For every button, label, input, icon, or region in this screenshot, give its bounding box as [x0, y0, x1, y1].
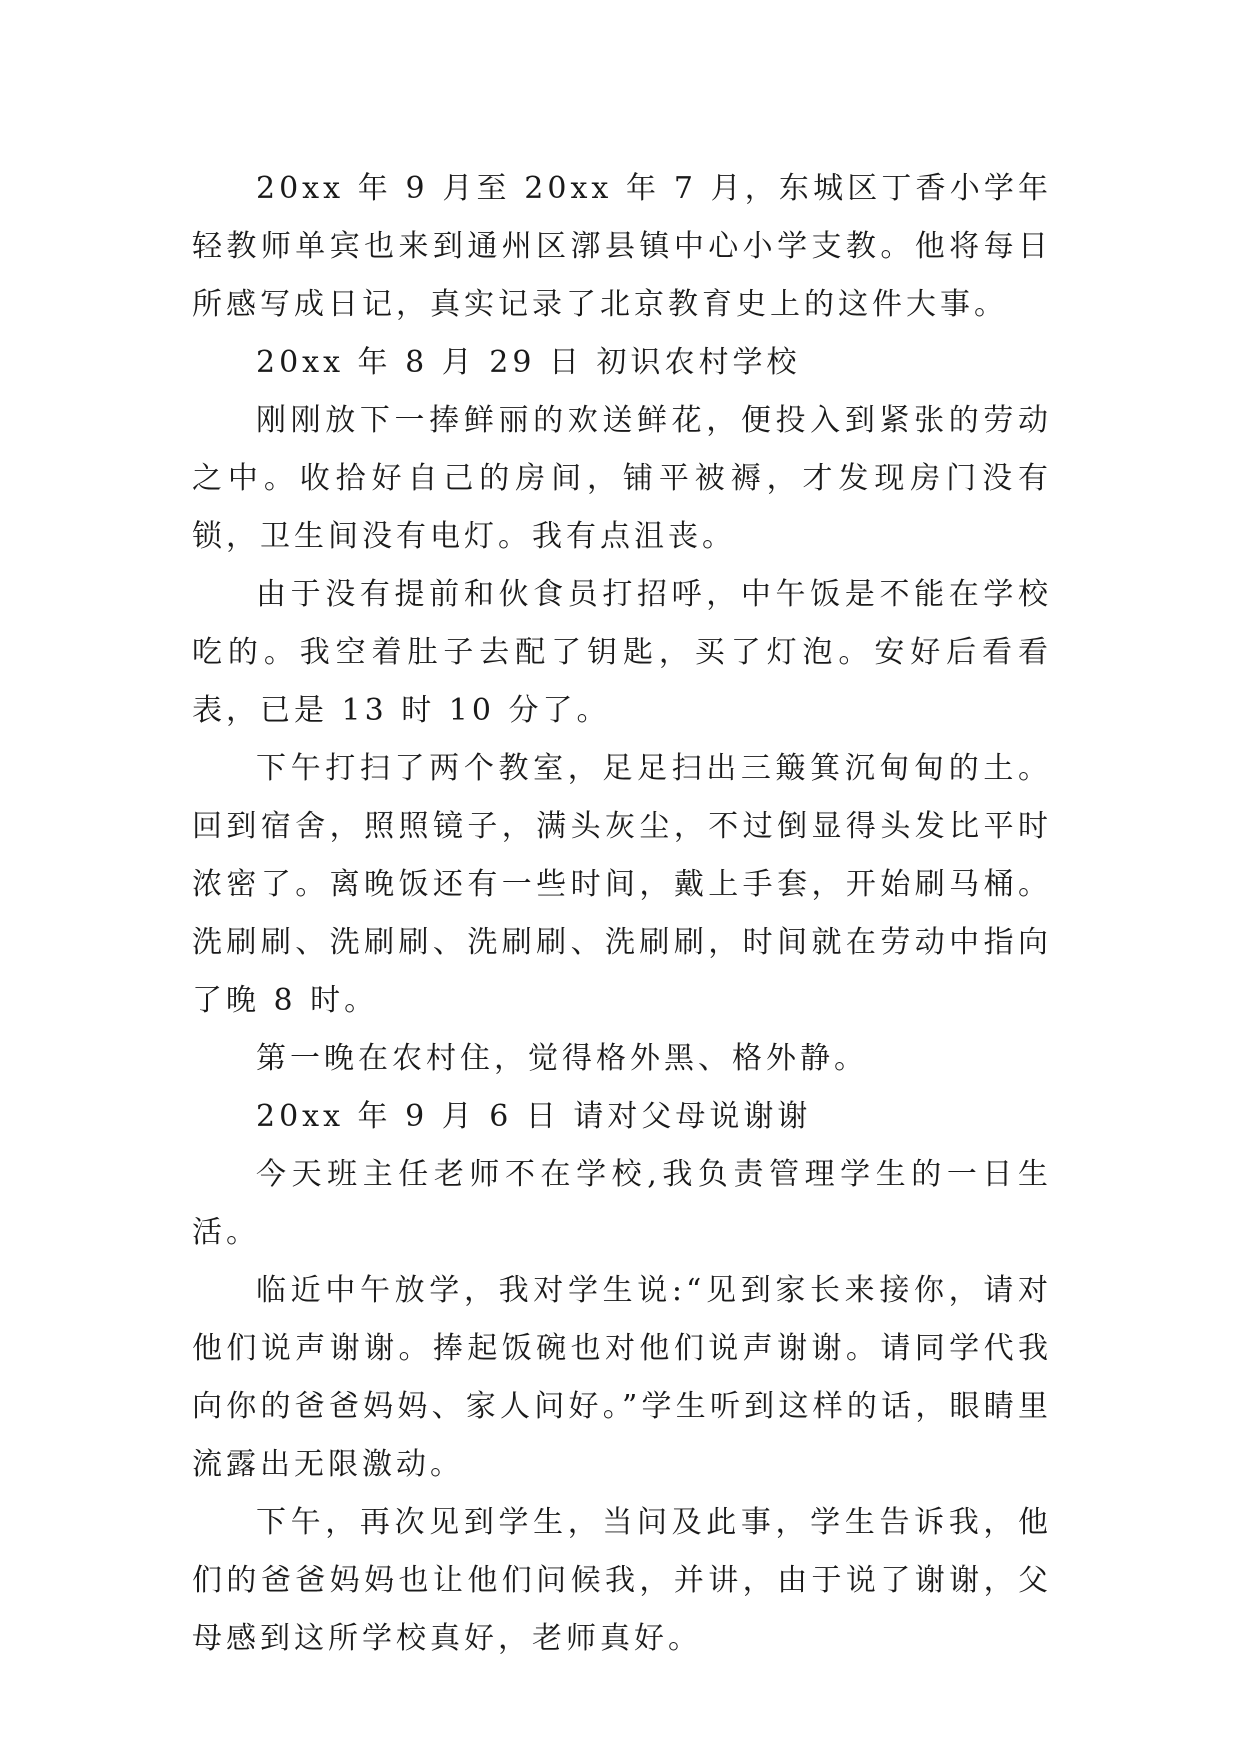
paragraph: 今天班主任老师不在学校,我负责管理学生的一日生活。 [192, 1157, 1052, 1250]
paragraph: 下午打扫了两个教室，足足扫出三簸箕沉甸甸的土。回到宿舍，照照镜子，满头灰尘，不过倒显得头发比平时浓密了。离晚饭还有一些时间，戴上手套，开始刷马桶。洗刷刷、洗刷刷、洗刷刷、洗刷刷，时间就在劳动中指向了晚 8 时。 [192, 751, 1052, 1018]
diary-heading-sep-6: 20xx 年 9 月 6 日 请对父母说谢谢 [256, 1099, 812, 1134]
paragraph: 临近中午放学，我对学生说:“见到家长来接你，请对他们说声谢谢。捧起饭碗也对他们说声谢谢。请同学代我向你的爸爸妈妈、家人问好。”学生听到这样的话，眼睛里流露出无限激动。 [192, 1273, 1052, 1482]
diary-heading-aug-29: 20xx 年 8 月 29 日 初识农村学校 [256, 345, 801, 380]
paragraph-intro: 20xx 年 9 月至 20xx 年 7 月，东城区丁香小学年轻教师单宾也来到通州区漷县镇中心小学支教。他将每日所感写成日记，真实记录了北京教育史上的这件大事。 [192, 171, 1052, 322]
paragraph: 刚刚放下一捧鲜丽的欢送鲜花，便投入到紧张的劳动之中。收拾好自己的房间，铺平被褥，才发现房门没有锁，卫生间没有电灯。我有点沮丧。 [192, 403, 1052, 554]
paragraph: 由于没有提前和伙食员打招呼，中午饭是不能在学校吃的。我空着肚子去配了钥匙，买了灯泡。安好后看看表，已是 13 时 10 分了。 [192, 577, 1052, 728]
document-body [192, 160, 1052, 1668]
paragraph: 第一晚在农村住，觉得格外黑、格外静。 [256, 1041, 868, 1076]
paragraph: 下午，再次见到学生，当问及此事，学生告诉我，他们的爸爸妈妈也让他们问候我，并讲，由于说了谢谢，父母感到这所学校真好，老师真好。 [192, 1505, 1052, 1656]
